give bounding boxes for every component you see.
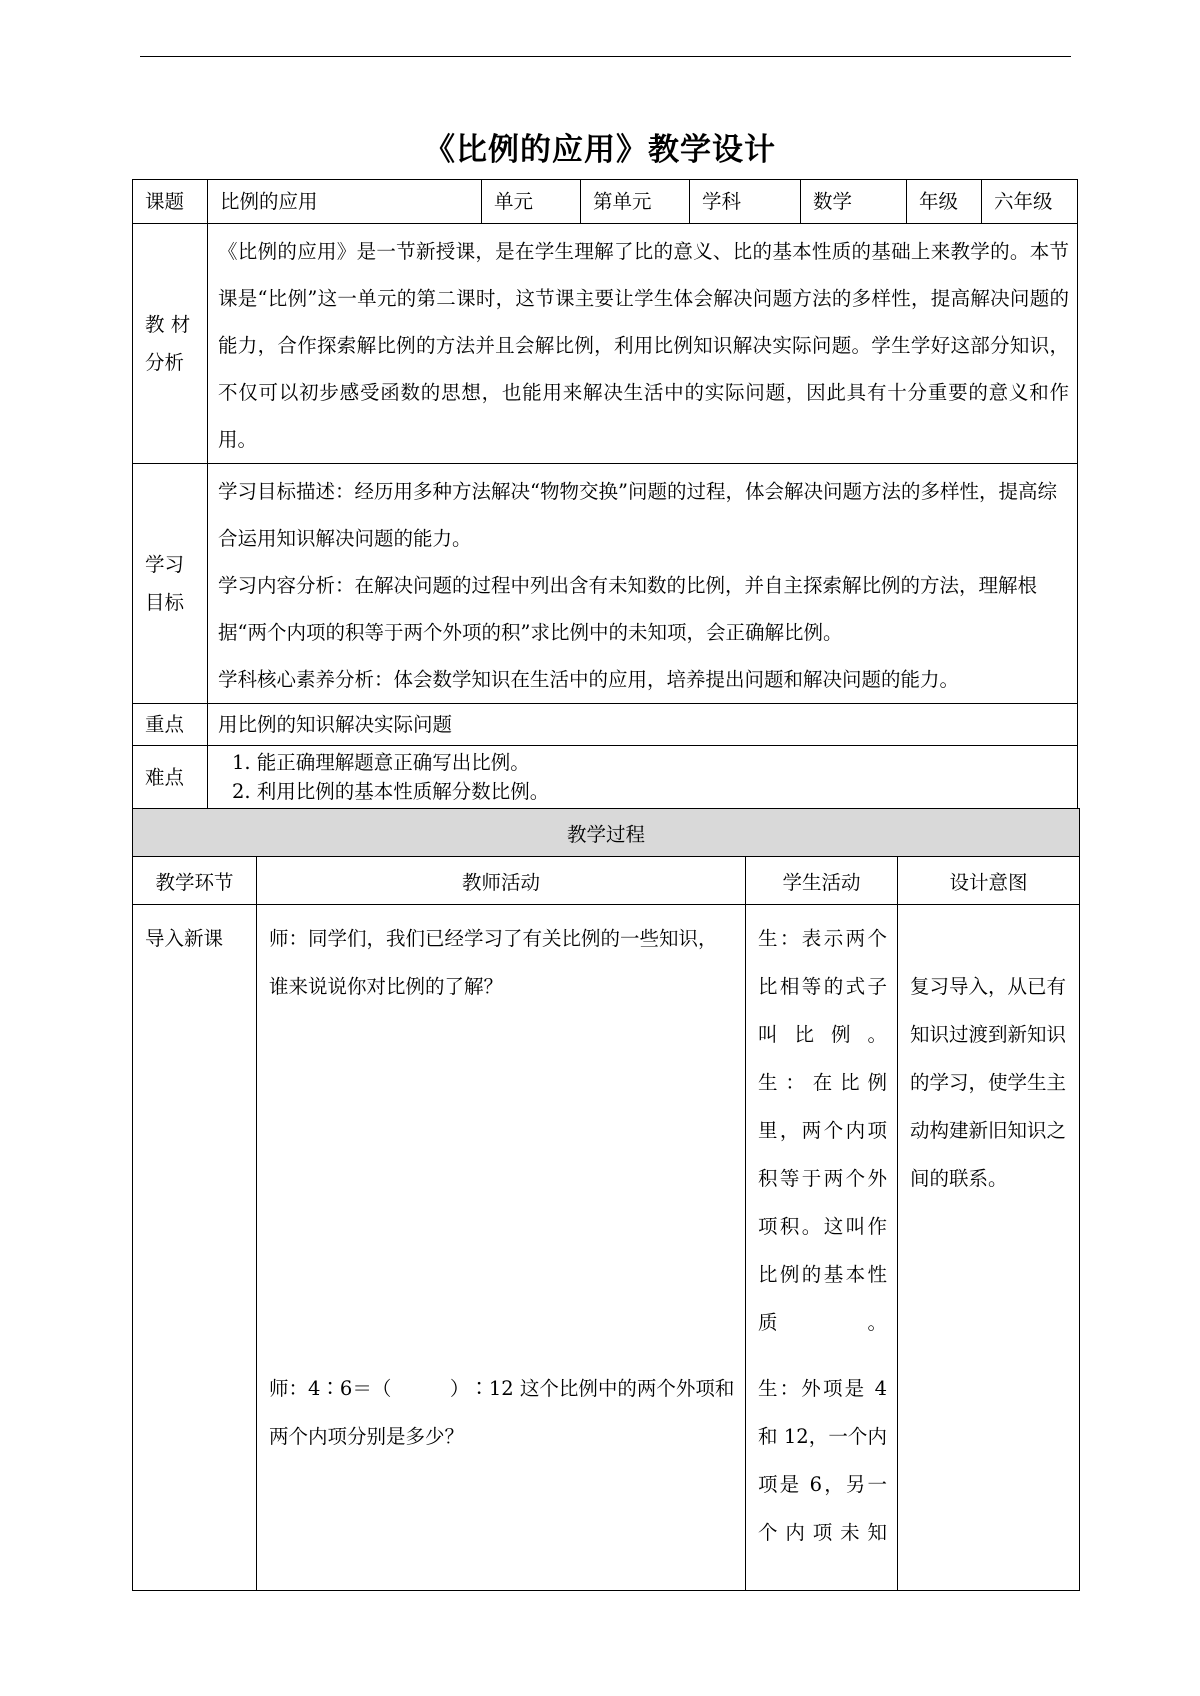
student-answer-3: 生：外项是 4 和 12，一个内项是 6，另一个内项未知 <box>758 1377 887 1544</box>
topic-value: 比例的应用 <box>208 180 482 224</box>
info-table <box>132 179 1078 810</box>
goals-label <box>133 464 208 704</box>
student-answer-1: 生：表示两个比相等的式子叫比例。 <box>758 927 887 1046</box>
column-header-teacher: 教师活动 <box>257 857 746 905</box>
stage-cell <box>133 905 257 1591</box>
student-activity-cell <box>746 905 898 1591</box>
difficulty-list <box>208 746 1078 810</box>
analysis-label <box>133 224 208 464</box>
goal-description: 学习目标描述：经历用多种方法解决“物物交换”问题的过程，体会解决问题方法的多样性，提高综合运用知识解决问题的能力。 <box>218 480 1057 550</box>
header-rule <box>140 56 1071 57</box>
design-intent-text: 复习导入，从已有知识过渡到新知识的学习，使学生主动构建新旧知识之间的联系。 <box>910 975 1067 1190</box>
goals-text <box>208 464 1078 704</box>
unit-label: 单元 <box>482 180 581 224</box>
column-header-stage: 教学环节 <box>133 857 257 905</box>
unit-value: 第单元 <box>581 180 690 224</box>
design-intent-cell <box>898 905 1080 1591</box>
process-header: 教学过程 <box>133 809 1080 857</box>
key-point-label: 重点 <box>133 704 208 746</box>
grade-label: 年级 <box>907 180 982 224</box>
analysis-paragraph: 《比例的应用》是一节新授课，是在学生理解了比的意义、比的基本性质的基础上来教学的。本节课是“比例”这一单元的第二课时，这节课主要让学生体会解决问题方法的多样性，提高解决问题的能力，合作探索解比例的方法并且会解比例，利用比例知识解决实际问题。学生学好这部分知识，不仅可以初步感受函数的思想，也能用来解决生活中的实际问题，因此具有十分重要的意义和作用。 <box>218 240 1069 451</box>
subject-label: 学科 <box>690 180 801 224</box>
analysis-label-line-1: 教 材 <box>145 312 191 336</box>
column-header-student: 学生活动 <box>746 857 898 905</box>
topic-label: 课题 <box>133 180 208 224</box>
teacher-question-2: 师：4∶6＝（ ）∶12 这个比例中的两个外项和两个内项分别是多少？ <box>269 1377 735 1448</box>
goal-content-analysis: 学习内容分析：在解决问题的过程中列出含有未知数的比例，并自主探索解比例的方法，理解根据“两个内项的积等于两个外项的积”求比例中的未知项，会正确解比例。 <box>218 574 1038 644</box>
teacher-question-1: 师：同学们，我们已经学习了有关比例的一些知识，谁来说说你对比例的了解？ <box>269 927 718 998</box>
grade-value: 六年级 <box>982 180 1078 224</box>
teacher-activity-cell <box>257 905 746 1591</box>
student-answer-2: 生：在比例里，两个内项积等于两个外项积。这叫作比例的基本性质。 <box>758 1071 887 1334</box>
difficulty-item: 2. 利用比例的基本性质解分数比例。 <box>232 780 550 803</box>
key-point-text: 用比例的知识解决实际问题 <box>208 704 1078 746</box>
difficulty-item: 1. 能正确理解题意正确写出比例。 <box>232 751 530 774</box>
difficulty-label: 难点 <box>133 746 208 810</box>
subject-value: 数学 <box>801 180 907 224</box>
column-header-intent: 设计意图 <box>898 857 1080 905</box>
goals-label-line-1: 学习 <box>145 552 185 576</box>
stage-name: 导入新课 <box>145 927 224 950</box>
process-table <box>132 808 1080 1591</box>
goal-core-literacy: 学科核心素养分析：体会数学知识在生活中的应用，培养提出问题和解决问题的能力。 <box>218 668 960 691</box>
analysis-text <box>208 224 1078 464</box>
analysis-label-line-2: 分析 <box>145 350 185 374</box>
goals-label-line-2: 目标 <box>145 590 185 614</box>
document-title: 《比例的应用》教学设计 <box>424 132 776 168</box>
